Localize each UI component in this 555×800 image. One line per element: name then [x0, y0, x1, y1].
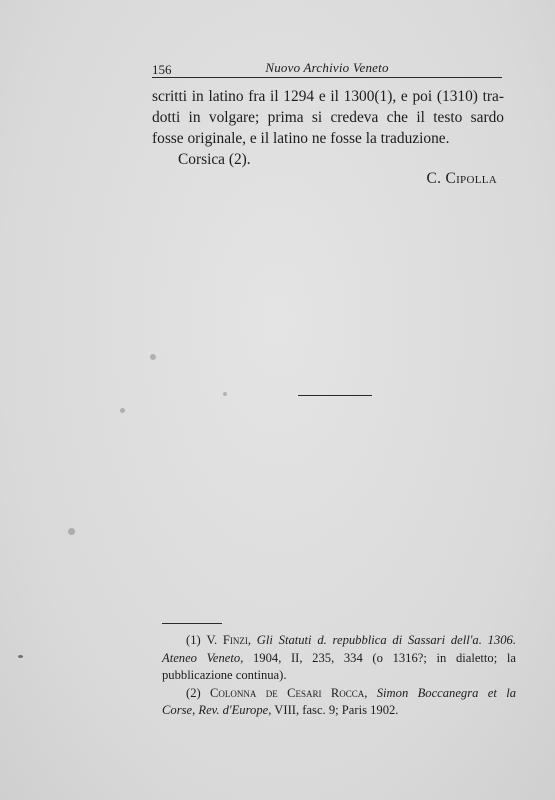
body-paragraph — [152, 86, 504, 170]
page-number: 156 — [152, 62, 172, 77]
body-line-1: scritti in latino fra il 1294 e il 1300(1), e poi (1310) tra- — [152, 88, 504, 105]
paper-speck — [120, 408, 125, 413]
header-rule — [152, 77, 502, 78]
footnotes — [162, 632, 516, 720]
footnote-2-details: VIII, fasc. 9; Paris 1902. — [274, 703, 399, 717]
footnote-2-marker: (2) — [186, 685, 201, 700]
paper-speck — [18, 655, 23, 658]
footnote-1-line-3: pubblicazione continua). — [162, 668, 287, 682]
footnote-1-line-2 — [162, 650, 516, 668]
footnote-2-author: Colonna de Cesari Rocca, — [210, 685, 368, 700]
body-line-3: fosse originale, e il latino ne fosse la traduzione. — [152, 130, 450, 147]
paper-speck — [68, 528, 75, 535]
paper-speck — [150, 354, 156, 360]
body-line-4: Corsica (2). — [178, 151, 251, 168]
author-signature — [426, 170, 497, 188]
paper-speck — [223, 392, 227, 396]
footnote-2 — [162, 685, 516, 720]
footnote-2-line-1 — [162, 685, 516, 703]
footnote-1-journal: Ateneo Veneto, — [162, 650, 244, 665]
footnote-rule — [162, 623, 222, 624]
running-title: Nuovo Archivio Veneto — [265, 60, 389, 75]
footnote-1-details: 1904, II, 235, 334 (o 1316?; in dialetto; la — [253, 650, 516, 665]
footnote-2-title: Simon Boccanegra et la — [376, 685, 516, 700]
section-divider — [298, 395, 372, 396]
footnote-1-line-1 — [162, 632, 516, 650]
footnote-2-title-cont: Corse, Rev. d'Europe, — [162, 703, 272, 717]
footnote-1 — [162, 632, 516, 685]
page-header — [152, 60, 502, 78]
signature-surname: Cipolla — [445, 170, 497, 187]
footnote-1-author: V. Finzi, — [206, 633, 252, 647]
footnote-1-title: Gli Statuti d. repubblica di Sassari dell'a. 1306. — [256, 633, 516, 647]
footnote-1-marker: (1) — [186, 633, 201, 647]
body-line-2: dotti in volgare; prima si credeva che il testo sardo — [152, 109, 504, 126]
footnote-2-line-2 — [162, 702, 516, 720]
signature-initial: C. — [426, 170, 442, 187]
